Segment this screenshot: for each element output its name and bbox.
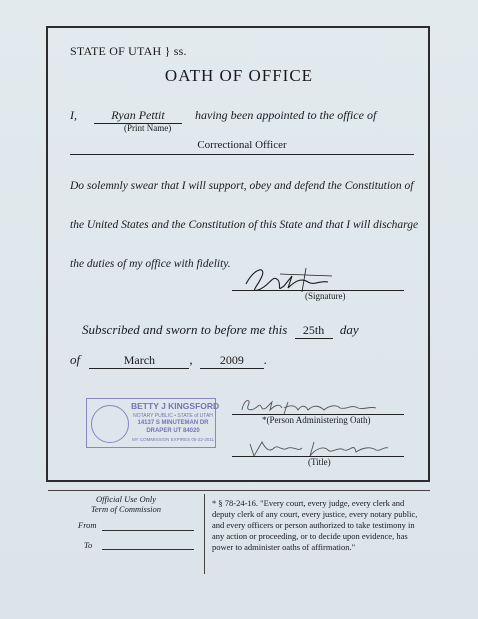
administering-label [262,415,371,425]
official-use-label: Official Use Only [96,494,156,504]
title-label: (Title) [308,457,331,467]
date-comma: , [189,352,193,367]
month-value: March [89,353,189,369]
term-label: Term of Commission [90,504,162,514]
administering-asterisk: * [262,415,267,425]
administering-text: (Person Administering Oath) [266,415,371,425]
from-line [102,530,194,531]
statute-note: * § 78-24-16. "Every court, every judge, every clerk and deputy clerk of any court, every justice, every notary public, and every officers or person authorized to take testimony in any action or proceeding, or to decide upon evidence, has power to administer oaths of affirmation." [212,498,418,552]
stamp-line-2: 14137 S MINUTEMAN DR [137,420,209,426]
subscribed-line [82,322,359,339]
appointment-line [70,108,376,124]
to-label: To [84,540,93,550]
utah-seal-icon [91,405,129,443]
date-line [70,352,267,369]
stamp-line-1: NOTARY PUBLIC • STATE of UTAH [133,413,213,419]
appointment-suffix: having been appointed to the office of [195,108,377,122]
print-name-value: Ryan Pettit [94,108,182,124]
state-name: STATE OF UTAH [70,44,162,58]
day-label: day [339,322,359,337]
stamp-line-4: MY COMMISSION EXPIRES 05-22-2011 [131,437,215,442]
oath-line-1: Do solemnly swear that I will support, obey and defend the Constitution of [70,180,414,192]
footer-divider [48,490,430,491]
day-value: 25th [295,323,333,339]
oath-line-3: the duties of my office with fidelity. [70,258,231,270]
stamp-line-3: DRAPER UT 84020 [146,428,200,434]
notary-stamp [86,398,220,448]
office-underline [70,154,414,155]
subscribed-text: Subscribed and sworn to before me this [82,322,288,337]
stamp-name: BETTY J KINGSFORD [131,401,220,411]
appointment-prefix: I, [70,108,77,122]
of-label: of [70,352,81,367]
to-line [102,549,194,550]
state-heading [70,44,187,59]
page-title: OATH OF OFFICE [164,66,314,85]
print-name-label: (Print Name) [124,123,172,133]
ss-mark: } ss. [164,44,187,58]
date-period: . [263,352,268,367]
oath-line-2: the United States and the Constitution of this State and that I will discharge [70,219,419,231]
year-value: 2009 [200,353,264,369]
footer-vertical-divider [204,494,205,574]
signature-label: (Signature) [305,291,346,301]
office-value: Correctional Officer [197,139,287,151]
from-label: From [78,520,97,530]
